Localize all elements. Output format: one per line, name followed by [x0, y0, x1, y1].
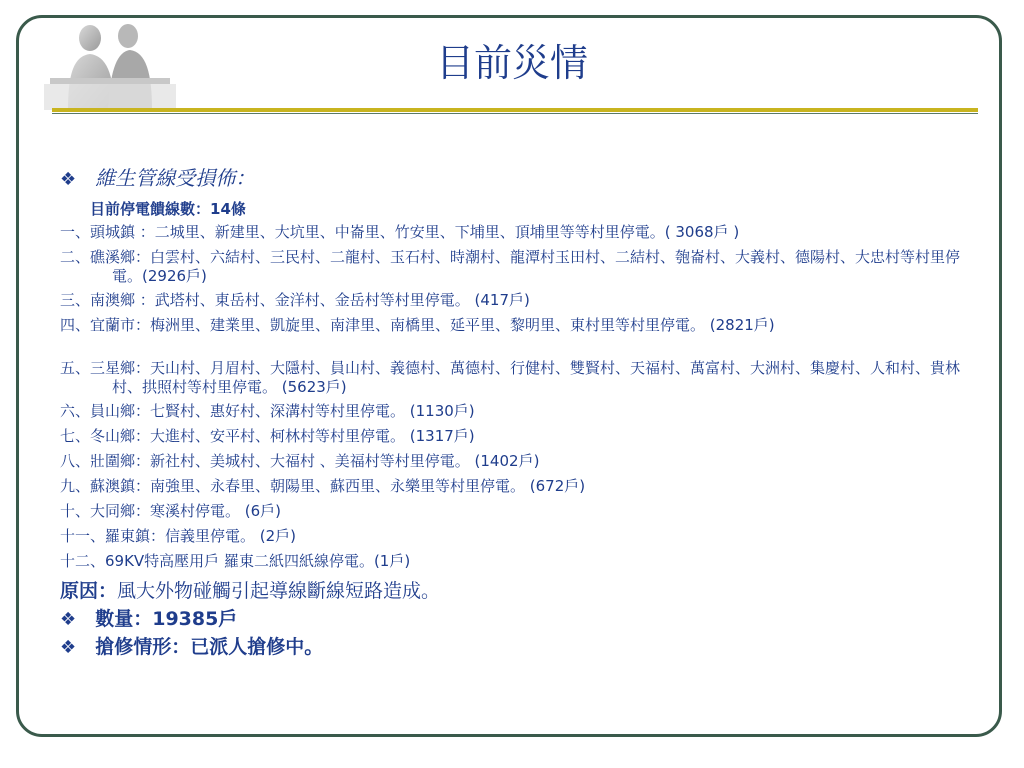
cause-row: [60, 576, 440, 603]
diamond-bullet-icon: ❖: [60, 637, 77, 658]
list-item: 五、三星鄉：天山村、月眉村、大隱村、員山村、義德村、萬德村、行健村、雙賢村、天福村、萬富村、大洲村、集慶村、人和村、貴林村、拱照村等村里停電。 (5623戶): [60, 359, 961, 396]
outage-count: 數量：19385戶: [95, 608, 238, 630]
list-item: 六、員山鄉：七賢村、惠好村、深溝村等村里停電。 (1130戶): [60, 402, 475, 420]
list-item: 二、礁溪鄉：白雲村、六結村、三民村、二龍村、玉石村、時潮村、龍潭村玉田村、二結村、匏崙村、大義村、德陽村、大忠村等村里停電。(2926戶): [60, 248, 961, 285]
section-heading-row: [60, 162, 255, 191]
list-item: 十二、69KV特高壓用戶 羅東二紙四紙線停電。(1戶): [60, 552, 411, 570]
list-item: 一、頭城鎮 ：二城里、新建里、大坑里、中崙里、竹安里、下埔里、頂埔里等等村里停電。( 3068戶 ): [60, 223, 740, 241]
list-item: 十一、羅東鎮：信義里停電。 (2戶): [60, 527, 297, 545]
outage-feeder-count: 目前停電饋線數：14條: [90, 200, 246, 218]
count-row: [60, 604, 237, 631]
list-item: 四、宜蘭市：梅洲里、建業里、凱旋里、南津里、南橋里、延平里、黎明里、東村里等村里停電。 (2821戶): [60, 316, 775, 334]
list-item: 十、大同鄉：寒溪村停電。 (6戶): [60, 502, 282, 520]
repair-status: 搶修情形：已派人搶修中。: [95, 636, 324, 658]
list-item: 三、南澳鄉 ：武塔村、東岳村、金洋村、金岳村等村里停電。 (417戶): [60, 291, 530, 309]
cause-text: 風大外物碰觸引起導線斷線短路造成。: [117, 580, 441, 602]
title-underline: [52, 108, 978, 112]
diamond-bullet-icon: ❖: [60, 609, 77, 630]
slide-title: 目前災情: [435, 41, 588, 85]
cause-label: 原因：: [60, 580, 118, 602]
list-item: 七、冬山鄉：大進村、安平村、柯林村等村里停電。 (1317戶): [60, 427, 475, 445]
title-underline-thin: [52, 113, 978, 114]
diamond-bullet-icon: ❖: [60, 169, 77, 190]
repair-row: [60, 632, 323, 659]
list-item: 八、壯圍鄉：新社村、美城村、大福村 、美福村等村里停電。 (1402戶): [60, 452, 540, 470]
section-heading: 維生管線受損佈：: [95, 166, 256, 190]
list-item: 九、蘇澳鎮：南強里、永春里、朝陽里、蘇西里、永樂里等村里停電。 (672戶): [60, 477, 586, 495]
